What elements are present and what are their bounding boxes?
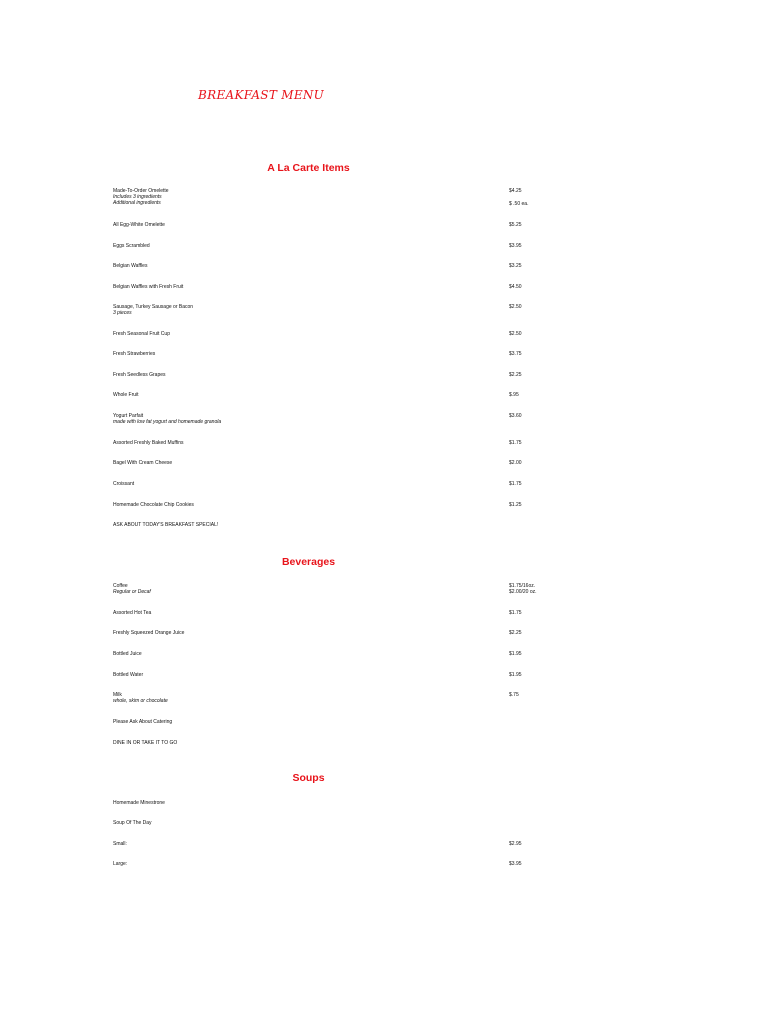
item-price: $3.60 [509, 413, 522, 419]
item-price: $3.75 [509, 351, 522, 357]
item-name: Whole Fruit [113, 392, 139, 398]
item-description: Includes 3 ingredients [113, 194, 162, 200]
menu-note [113, 719, 172, 725]
item-name: ASK ABOUT TODAY'S BREAKFAST SPECIAL! [113, 522, 219, 528]
item-name: DINE IN OR TAKE IT TO GO [113, 740, 178, 746]
item-price: $2.00 [509, 460, 522, 466]
item-name: Large: [113, 861, 128, 867]
menu-item [113, 440, 184, 446]
item-name: Homemade Minestrone [113, 800, 165, 806]
menu-item [113, 841, 127, 847]
item-name: Fresh Strawberries [113, 351, 156, 357]
item-price: $1.75 [509, 481, 522, 487]
menu-note [113, 522, 218, 528]
item-price: $2.95 [509, 841, 522, 847]
menu-item [113, 861, 127, 867]
item-description: Regular or Decaf [113, 589, 151, 595]
item-name: Assorted Freshly Baked Muffins [113, 440, 184, 446]
menu-note [113, 740, 177, 746]
menu-item [113, 583, 151, 595]
menu-item [113, 502, 194, 508]
item-price: $2.50 [509, 304, 522, 310]
item-price-extra: $ .50 ea. [509, 201, 529, 207]
item-price: $1.95 [509, 651, 522, 657]
item-price: $3.95 [509, 243, 522, 249]
item-name: Bottled Juice [113, 651, 142, 657]
menu-item [113, 188, 169, 206]
item-name: Bottled Water [113, 672, 144, 678]
item-description: 3 pieces [113, 310, 132, 316]
item-price: $2.25 [509, 372, 522, 378]
menu-title: BREAKFAST MENU [198, 88, 325, 102]
item-price: $5.25 [509, 222, 522, 228]
menu-item [113, 331, 170, 337]
menu-item [113, 651, 142, 657]
item-name: Croissant [113, 481, 135, 487]
item-price: $1.75 [509, 610, 522, 616]
item-name: Soup Of The Day [113, 820, 152, 826]
section-heading-beverages: Beverages [281, 556, 336, 568]
item-description: Additional ingredients [113, 200, 161, 206]
item-name: Freshly Squeezed Orange Juice [113, 630, 185, 636]
item-name: Eggs Scrambled [113, 243, 150, 249]
menu-item [113, 820, 152, 826]
item-name: Homemade Chocolate Chip Cookies [113, 502, 194, 508]
item-price: $1.75/16oz. [509, 583, 536, 589]
item-name: Coffee [113, 583, 128, 589]
item-name: Milk [113, 692, 122, 698]
menu-item [113, 372, 166, 378]
item-price: $.75 [509, 692, 519, 698]
item-name: Fresh Seasonal Fruit Cup [113, 331, 170, 337]
item-name: Sausage, Turkey Sausage or Bacon [113, 304, 194, 310]
item-name: Bagel With Cream Cheese [113, 460, 173, 466]
menu-item [113, 413, 221, 425]
menu-item [113, 800, 165, 806]
item-description: made with low fat yogurt and homemade granola [113, 419, 222, 425]
menu-item [113, 304, 193, 316]
item-name: Small: [113, 841, 127, 847]
menu-item [113, 630, 184, 636]
item-price: $4.25 [509, 188, 522, 194]
item-price: $1.75 [509, 440, 522, 446]
item-name: Yogurt Parfait [113, 413, 144, 419]
item-name: All Egg-White Omelette [113, 222, 165, 228]
menu-item [113, 610, 151, 616]
item-description: whole, skim or chocolate [113, 698, 168, 704]
item-price-extra: $2.00/20 oz. [509, 589, 537, 595]
item-price: $3.25 [509, 263, 522, 269]
menu-item [113, 263, 147, 269]
menu-item [113, 481, 134, 487]
item-price: $.95 [509, 392, 519, 398]
item-name: Please Ask About Catering [113, 719, 173, 725]
section-heading-a-la-carte: A La Carte Items [267, 162, 350, 174]
menu-item [113, 222, 165, 228]
item-name: Belgian Waffles with Fresh Fruit [113, 284, 184, 290]
item-price: $1.25 [509, 502, 522, 508]
item-price: $3.95 [509, 861, 522, 867]
item-price: $4.50 [509, 284, 522, 290]
menu-item [113, 243, 150, 249]
item-name: Assorted Hot Tea [113, 610, 152, 616]
item-price: $2.25 [509, 630, 522, 636]
item-name: Belgian Waffles [113, 263, 148, 269]
menu-item [113, 692, 168, 704]
item-price: $1.95 [509, 672, 522, 678]
item-price: $2.50 [509, 331, 522, 337]
section-heading-soups: Soups [292, 772, 325, 784]
item-name: Made-To-Order Omelette [113, 188, 169, 194]
menu-item [113, 392, 139, 398]
menu-item [113, 460, 172, 466]
menu-item [113, 351, 155, 357]
item-name: Fresh Seedless Grapes [113, 372, 166, 378]
menu-item [113, 672, 143, 678]
menu-item [113, 284, 183, 290]
